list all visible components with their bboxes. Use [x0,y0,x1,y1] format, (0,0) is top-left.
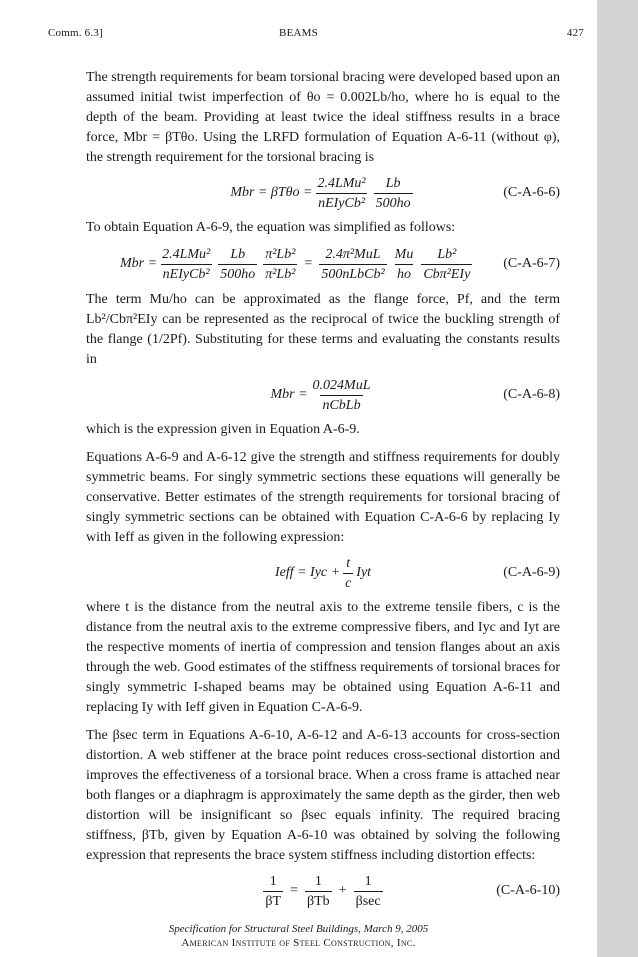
paragraph-simplification: To obtain Equation A-6-9, the equation was simplified as follows: [86,220,456,235]
paragraph-strength-requirements: The strength requirements for beam torsional bracing were developed based upon an assumed initial twist imperfection of θo = 0.002Lb/ho, where ho is equal to the depth of the beam. Providing at least twice the ideal stiffness results in a brace force, Mbr = βTθo. Using the LRFD formulation of Equation A-6-11 (without φ), the strength requirement for the torsional bracing is [86,70,560,165]
paragraph-definitions: where t is the distance from the neutral axis to the extreme tensile fibers, c is the distance from the neutral axis to the extreme compressive fibers, and Iyc and Iyt are the respective moments of inertia of compression and tension flanges about an axis through the web. Good estimates of the stiffness requirements of torsional braces for singly symmetric I-shaped beams may be obtained using Equation A-6-11 and replacing Iy with Ieff given in Equation C-A-6-9. [86,600,560,715]
page-body [86,68,560,916]
eq7-fraction-f: $\frac{\text{Lb²}}{\text{Cbπ²EIy}}$ [423,246,471,282]
paragraph-expression-reference: which is the expression given in Equation A-6-9. [86,422,360,437]
page-side-margin [597,0,638,957]
eq7-lhs: Mbr = [120,256,158,271]
eq10-fraction-a: $\frac{1}{\text{βTb}}$ [307,873,330,909]
equation-c-a-6-8 [86,373,560,417]
eq7-fraction-b: $\frac{Lb}{500ho}$ [220,246,256,282]
running-header-section: Comm. 6.3] [48,27,103,39]
equation-number: (C-A-6-9) [503,565,560,580]
paragraph-flange-force: The term Mu/ho can be approximated as the flange force, Pf, and the term Lb²/Cbπ²EIy can be represented as the reciprocal of twice the buckling strength of the flange (1/2Pf). Substituting for these terms and evaluating the constants results in [86,292,560,367]
paragraph-singly-symmetric: Equations A-6-9 and A-6-12 give the strength and stiffness requirements for doubly symmetric beams. For singly symmetric sections these equations will generally be conservative. Better estimates of the strength requirements for torsional bracing of singly symmetric sections can be obtained with Equation C-A-6-6 by replacing Iy with Ieff as given in the following expression: [86,450,560,545]
page-footer [0,922,597,950]
page-number: 427 [566,27,584,39]
eq9-fraction: $\frac{t}{c}$ [345,555,352,591]
eq7-fraction-c: $\frac{\text{π²Lb²}}{\text{π²Lb²}}$ [265,246,296,282]
eq8-lhs: Mbr = [270,387,308,402]
footer-spec-title: Specification for Structural Steel Buildings, March 9, 2005 [168,923,429,935]
footer-publisher: American Institute of Steel Construction, Inc. [181,937,416,949]
eq10-fraction-b: $\frac{1}{\beta\sec}$ [355,873,381,909]
eq7-fraction-a: $\frac{\text{2.4LMu²}}{\text{nEIyCb²}}$ [162,246,211,282]
eq8-fraction: $\frac{\text{0.024MuL}}{\text{nCbLb}}$ [312,377,371,413]
equation-number: (C-A-6-10) [496,883,560,898]
equation-c-a-6-9 [86,551,560,595]
eq6-lhs: Mbr = βTθo = [230,185,313,200]
running-header-title: BEAMS [279,27,318,39]
equation-c-a-6-7: Mbr = $\frac{\text{2.4LMu²}}{\text{nEIyCb²}}$ $\frac{Lb}{500ho}$ $\frac{\text{π²Lb²}}{\text{π²Lb²}}$ = $\frac{\text{2.4π²MuL}}{\text{500nLbCb²}}$ $\frac{Mu}{ho}$ $\frac{\text{Lb²}}{\text{Cbπ²EIy}}$ (C-A-6-7) [120,246,560,282]
eq6-fraction-1: $\frac{\text{2.4LMu²}}{\text{nEIyCb²}}$ [317,175,366,211]
equation-c-a-6-10: $\frac{1}{\beta T}$ = $\frac{1}{\text{βTb}}$ + $\frac{1}{\beta\sec}$ (C-A-6-10) [265,873,560,909]
equation-number: (C-A-6-8) [503,387,560,402]
eq7-fraction-d: $\frac{\text{2.4π²MuL}}{\text{500nLbCb²}}$ [321,246,385,282]
eq7-fraction-e: $\frac{Mu}{ho}$ [394,246,414,282]
equation-number: (C-A-6-7) [503,256,560,271]
eq6-fraction-2: $\frac{Lb}{500ho}$ [375,175,411,211]
eq10-fraction-lhs: $\frac{1}{\beta T}$ [265,873,282,909]
eq9-tail: Iyt [356,565,372,580]
equation-c-a-6-6 [86,171,560,215]
eq9-lhs: Ieff = Iyc + [274,565,341,580]
equation-number: (C-A-6-6) [503,185,560,200]
paragraph-distortion: The βsec term in Equations A-6-10, A-6-12 and A-6-13 accounts for cross-section distortion. A web stiffener at the brace point reduces cross-sectional distortion and improves the effectiveness of a torsional brace. When a cross frame is attached near both flanges or a diaphragm is approximately the same depth as the girder, then web distortion will be insignificant so βsec equals infinity. The required bracing stiffness, βTb, given by Equation A-6-10 was obtained by solving the following expression that represents the brace system stiffness including distortion effects: [86,728,560,863]
